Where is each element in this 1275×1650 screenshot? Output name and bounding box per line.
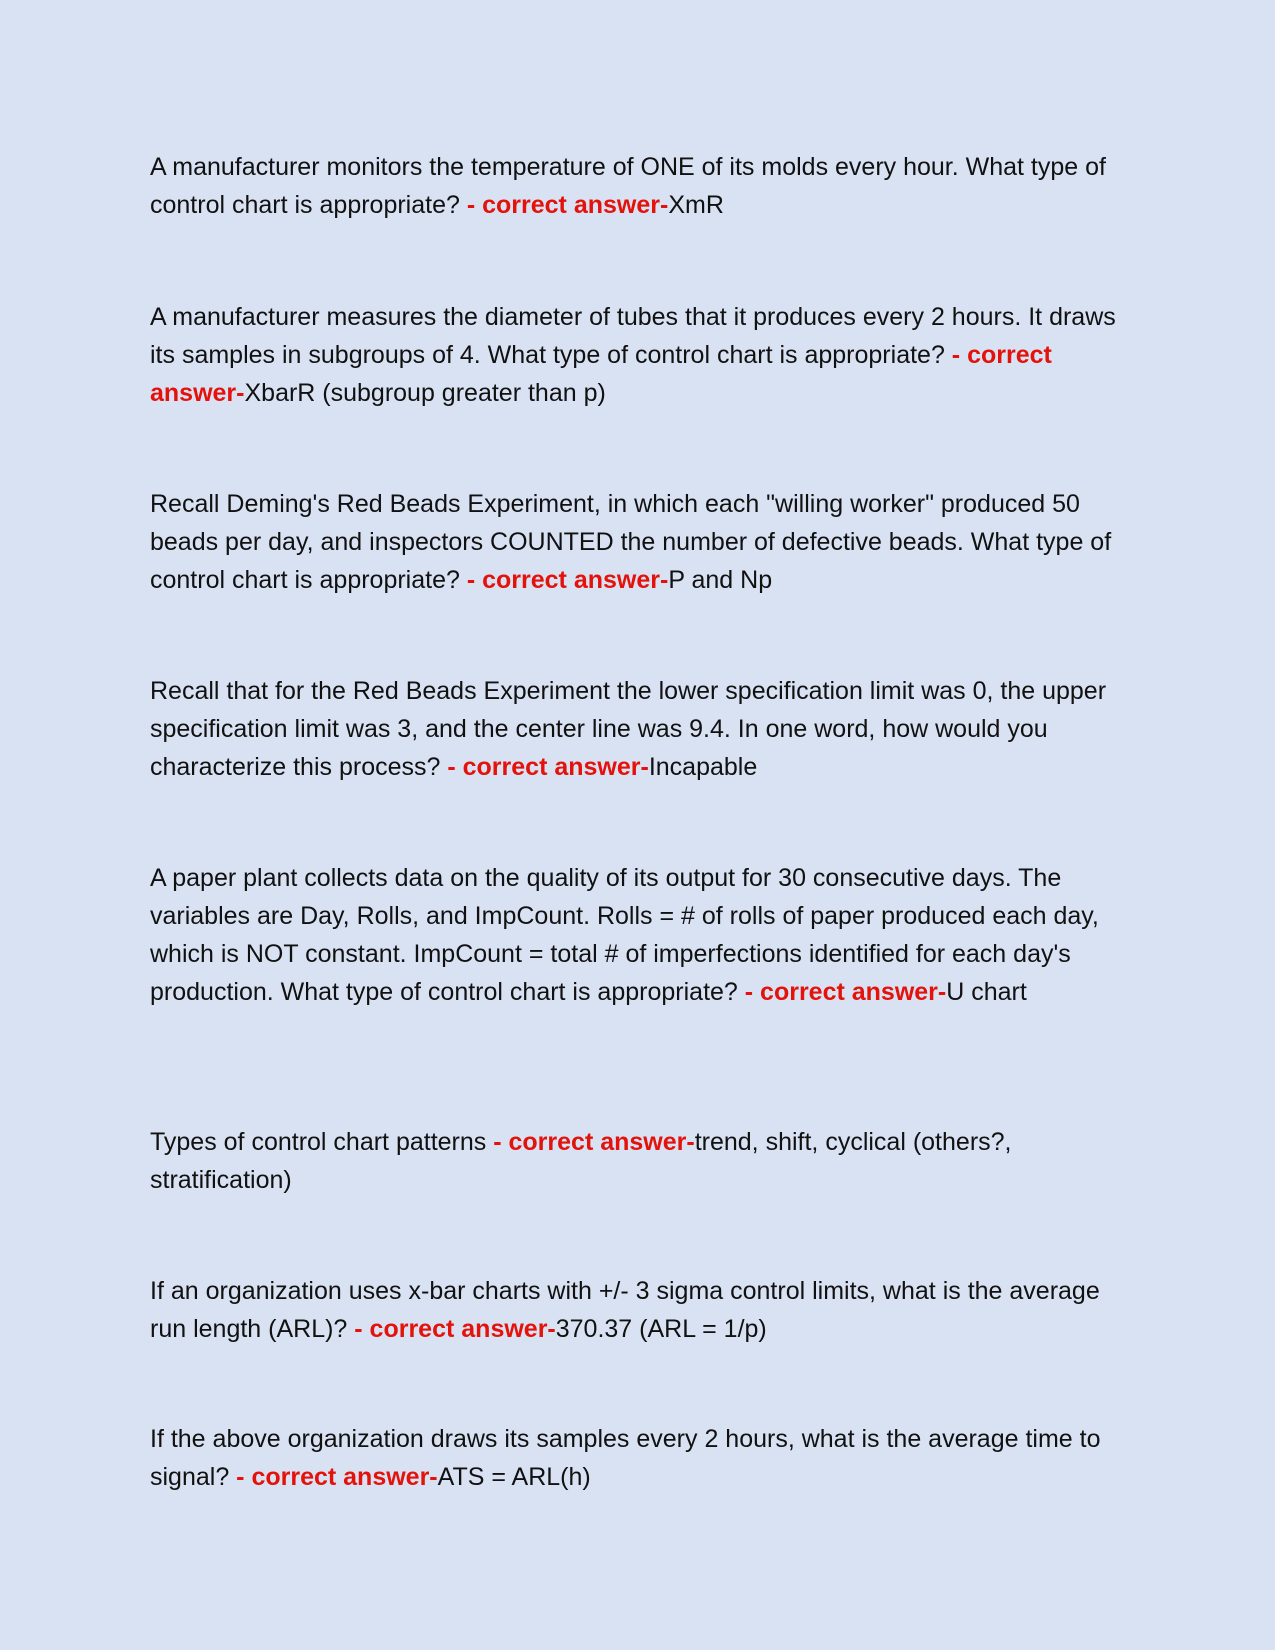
answer-text: U chart	[946, 978, 1027, 1006]
qa-item-5	[150, 859, 1128, 1011]
answer-text: 370.37 (ARL = 1/p)	[555, 1315, 767, 1343]
question-text: A paper plant collects data on the quality of its output for 30 consecutive days. The variables are Day, Rolls, and ImpCount. Rolls = # of rolls of paper produced each day, which is NOT constant. ImpCount = total # of imperfections identified for each day's production. What type of control chart is appropriate?	[150, 864, 1099, 1006]
question-text: A manufacturer measures the diameter of tubes that it produces every 2 hours. It draws its samples in subgroups of 4. What type of control chart is appropriate?	[150, 303, 1116, 369]
answer-text: P and Np	[668, 566, 773, 594]
qa-item-7	[150, 1272, 1128, 1348]
answer-text: XmR	[668, 191, 724, 219]
correct-answer-marker: - correct answer-	[493, 1128, 695, 1156]
correct-answer-marker: - correct answer-	[150, 341, 1052, 407]
correct-answer-marker: - correct answer-	[236, 1463, 438, 1491]
qa-item-2	[150, 298, 1128, 412]
answer-text: Incapable	[648, 753, 758, 781]
correct-answer-marker: - correct answer-	[466, 566, 669, 594]
correct-answer-marker: - correct answer-	[354, 1315, 556, 1343]
question-text: If an organization uses x-bar charts with +/- 3 sigma control limits, what is the average run length (ARL)?	[150, 1277, 1100, 1343]
question-text: If the above organization draws its samples every 2 hours, what is the average time to signal?	[150, 1425, 1101, 1491]
qa-item-4	[150, 672, 1128, 786]
answer-text: ATS = ARL(h)	[437, 1463, 591, 1491]
question-text: A manufacturer monitors the temperature of ONE of its molds every hour. What type of control chart is appropriate?	[150, 153, 1106, 219]
answer-text: XbarR (subgroup greater than p)	[244, 379, 606, 407]
answer-text: trend, shift, cyclical (others?, stratification)	[150, 1128, 1012, 1194]
question-text: Recall Deming's Red Beads Experiment, in which each "willing worker" produced 50 beads per day, and inspectors COUNTED the number of defective beads. What type of control chart is appropriate?	[150, 490, 1112, 594]
correct-answer-marker: - correct answer-	[466, 191, 669, 219]
correct-answer-marker: - correct answer-	[744, 978, 947, 1006]
qa-item-8	[150, 1420, 1128, 1496]
qa-item-3	[150, 485, 1128, 599]
qa-item-6	[150, 1123, 1128, 1199]
question-text: Recall that for the Red Beads Experiment the lower specification limit was 0, the upper specification limit was 3, and the center line was 9.4. In one word, how would you characterize this process?	[150, 677, 1107, 781]
correct-answer-marker: - correct answer-	[447, 753, 649, 781]
qa-item-1	[150, 148, 1128, 224]
question-text: Types of control chart patterns	[150, 1128, 494, 1156]
